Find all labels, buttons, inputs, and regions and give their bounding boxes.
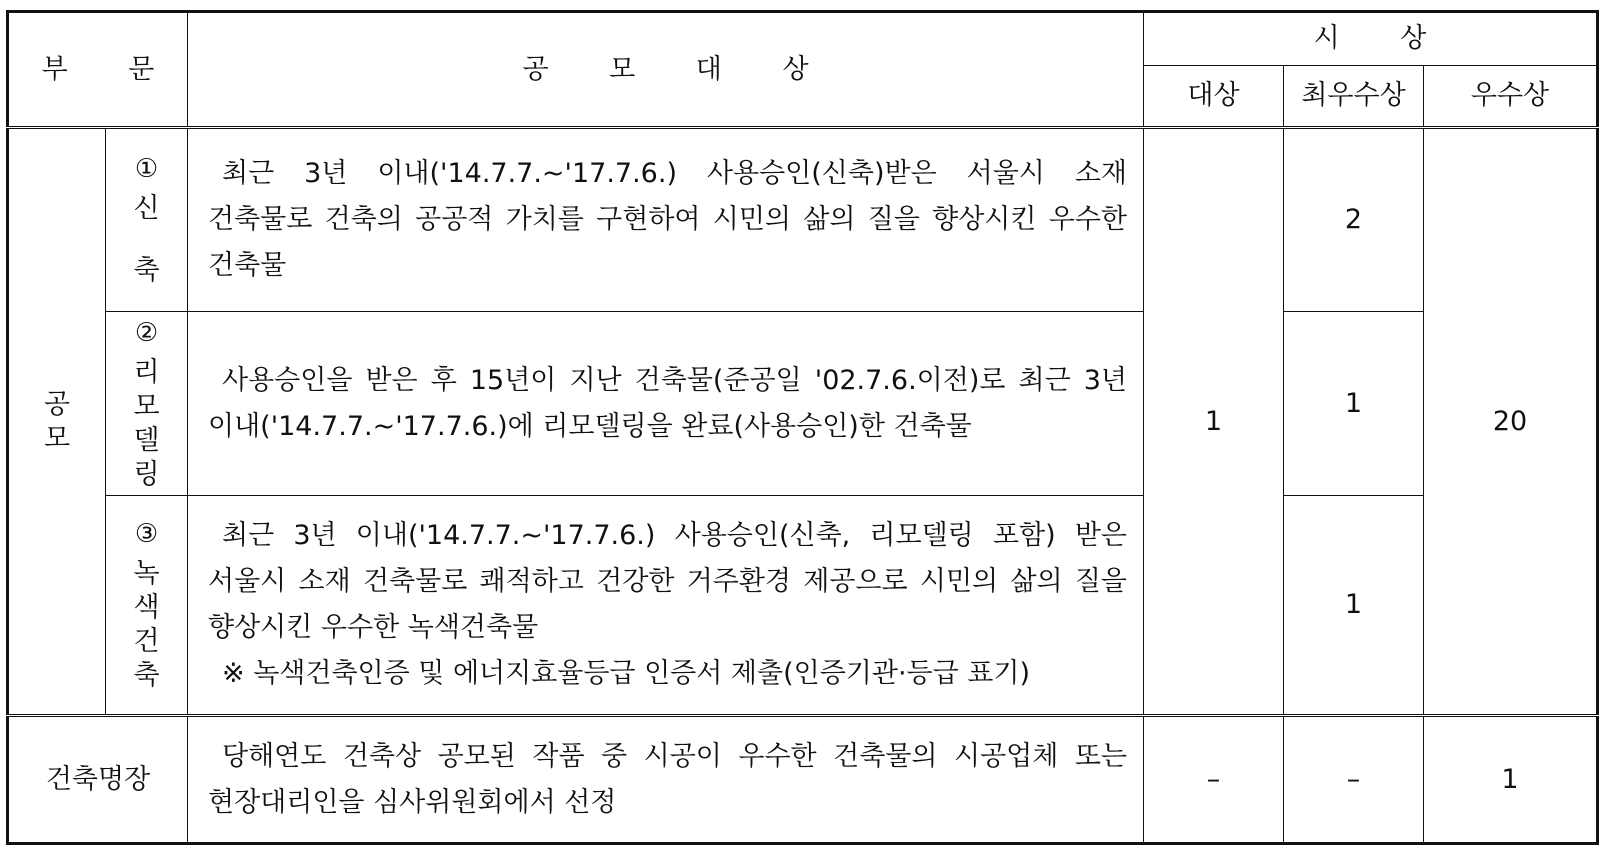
award-table-container xyxy=(6,10,1599,845)
contest-label-char: 공 xyxy=(43,388,71,420)
grand-prize-contest: 1 xyxy=(1144,128,1284,716)
header-award: 시 상 xyxy=(1144,12,1598,66)
category-char: 델 xyxy=(133,424,160,456)
category-gap xyxy=(106,226,187,254)
contest-row-remodeling xyxy=(8,312,1598,496)
category-green-building xyxy=(106,496,188,716)
category-char: 녹 xyxy=(133,558,160,589)
description-text: 최근 3년 이내('14.7.7.~'17.7.6.) 사용승인(신축, 리모델링 포함) 받은 서울시 소재 건축물로 쾌적하고 건강한 거주환경 제공으로 시민의 삶의 질을 향상시킨 우수한 녹색건축물 xyxy=(208,520,1127,643)
header-section: 부 문 xyxy=(8,12,188,128)
category-char: 색 xyxy=(133,592,160,623)
category-char: 모 xyxy=(133,390,160,422)
contest-label-char: 모 xyxy=(43,422,71,454)
category-number: ② xyxy=(134,317,159,348)
award-table xyxy=(6,10,1599,845)
description-text: 최근 3년 이내('14.7.7.~'17.7.6.) 사용승인(신축)받은 서울시 소재 건축물로 건축의 공공적 가치를 구현하여 시민의 삶의 질을 향상시킨 우수한 건축물 xyxy=(208,158,1127,281)
category-char: 축 xyxy=(133,255,160,286)
master-top-prize: – xyxy=(1284,716,1424,844)
description-note: ※ 녹색건축인증 및 에너지효율등급 인증서 제출(인증기관·등급 표기) xyxy=(222,658,1030,689)
header-grand-prize: 대상 xyxy=(1144,66,1284,128)
description-remodeling xyxy=(188,312,1144,496)
top-prize-new-build: 2 xyxy=(1284,128,1424,312)
category-char: 신 xyxy=(133,193,160,224)
description-green-building xyxy=(188,496,1144,716)
description-new-build xyxy=(188,128,1144,312)
category-char: 링 xyxy=(133,458,160,490)
category-char: 리 xyxy=(133,356,160,388)
category-number: ③ xyxy=(134,519,159,549)
category-number: ① xyxy=(134,154,159,184)
top-prize-green-building: 1 xyxy=(1284,496,1424,716)
header-row-1 xyxy=(8,12,1598,66)
category-char: 건 xyxy=(133,626,160,657)
header-top-prize: 최우수상 xyxy=(1284,66,1424,128)
contest-label xyxy=(8,128,106,716)
contest-row-new-build xyxy=(8,128,1598,312)
category-new-build xyxy=(106,128,188,312)
master-grand-prize: – xyxy=(1144,716,1284,844)
excellence-prize-contest: 20 xyxy=(1424,128,1598,716)
description-text: 사용승인을 받은 후 15년이 지난 건축물(준공일 '02.7.6.이전)로 최근 3년 이내('14.7.7.~'17.7.6.)에 리모델링을 완료(사용승인)한 건축물 xyxy=(208,364,1127,442)
header-target: 공 모 대 상 xyxy=(188,12,1144,128)
category-char: 축 xyxy=(133,660,160,691)
header-excellence-prize: 우수상 xyxy=(1424,66,1598,128)
master-description xyxy=(188,716,1144,844)
master-label: 건축명장 xyxy=(8,716,188,844)
contest-row-green-building xyxy=(8,496,1598,716)
description-text: 당해연도 건축상 공모된 작품 중 시공이 우수한 건축물의 시공업체 또는 현장대리인을 심사위원회에서 선정 xyxy=(208,740,1127,818)
master-excellence-prize: 1 xyxy=(1424,716,1598,844)
category-remodeling xyxy=(106,312,188,496)
top-prize-remodeling: 1 xyxy=(1284,312,1424,496)
master-row xyxy=(8,716,1598,844)
